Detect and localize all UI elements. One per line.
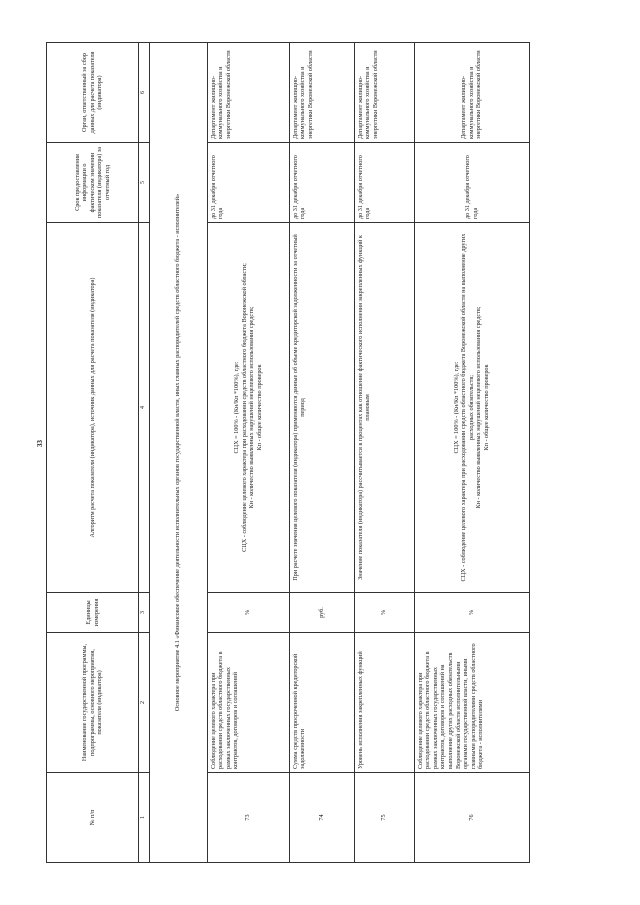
header-name: Наименование государственной программы, подпрограммы, основного мероприятия, показателя (индикатора) [47, 633, 139, 773]
algorithm-line: Кп - общее количество проверок [255, 364, 263, 451]
algorithm-cell [414, 223, 529, 593]
algorithm-line: СЦХ - соблюдение целевого характера при расходовании средств областного бюджета Воронежской области на выполнение других расходных обязательств; [460, 233, 475, 582]
indicator-name: Сумма средств просроченной кредиторской задолженности [289, 633, 354, 773]
unit-cell: руб. [289, 593, 354, 633]
header-unit: Единицы измерения [47, 593, 139, 633]
table-row [289, 43, 354, 863]
algorithm-line: Кн - количество выявленных нарушений нецелевого использования средств; [475, 306, 483, 509]
section-title: Основное мероприятие 4.1 «Финансовое обеспечение деятельности исполнительных органов государственной власти, иных главных распорядителей средств областного бюджета - исполнителей» [149, 43, 207, 863]
header-responsible: Орган, ответственный за сбор данных для расчета показателя (индикатора) [47, 43, 139, 143]
page-number: 33 [36, 440, 44, 447]
table-row [414, 43, 529, 863]
column-number: 6 [139, 43, 150, 143]
row-number: 73 [207, 773, 289, 863]
algorithm-formula: СЦХ = 100% - (Кн/Кп *100%), где: [452, 361, 460, 454]
algorithm-line: Кп - общее количество проверок [482, 364, 490, 451]
algorithm-line: СЦХ - соблюдение целевого характера при расходовании средств областного бюджета Воронежской области; [240, 263, 248, 552]
header-row [47, 43, 139, 863]
deadline-cell: до 31 декабря отчетного года [354, 143, 414, 223]
responsible-cell: Департамент жилищно-коммунального хозяйства и энергетики Воронежской области [289, 43, 354, 143]
indicator-name: Соблюдение целевого характера при расходовании средств областного бюджета в рамках заключенных государственных контрактов, договоров и соглашений на выполнение других расходных обязательств Воронежской области исполнительными органами государственной власти, иными главными распорядителями средств областного бюджета - исполнителями [414, 633, 529, 773]
algorithm-formula: СЦХ = 100% - (Кн/Кп *100%), где: [232, 361, 240, 454]
responsible-cell: Департамент жилищно-коммунального хозяйства и энергетики Воронежской области [207, 43, 289, 143]
algorithm-cell [354, 223, 414, 593]
column-number: 2 [139, 633, 150, 773]
indicator-table [46, 42, 530, 863]
unit-cell: % [207, 593, 289, 633]
column-number: 3 [139, 593, 150, 633]
header-algorithm: Алгоритм расчета показателя (индикатора), источник данных для расчета показателя (индикатора) [47, 223, 139, 593]
deadline-cell: до 31 декабря отчетного года [414, 143, 529, 223]
table-row [354, 43, 414, 863]
column-number: 1 [139, 773, 150, 863]
algorithm-line: Кн - количество выявленных нарушений нецелевого использования средств; [248, 306, 256, 509]
indicator-table-container [46, 43, 526, 863]
header-deadline: Срок предоставления информации о фактическом значении показателя (индикатора) за отчетный год [47, 143, 139, 223]
algorithm-cell [207, 223, 289, 593]
column-number-row [139, 43, 150, 863]
indicator-name: Соблюдение целевого характера при расходовании средств областного бюджета в рамках заключенных государственных контрактов, договоров и соглашений [207, 633, 289, 773]
responsible-cell: Департамент жилищно-коммунального хозяйства и энергетики Воронежской области [414, 43, 529, 143]
table-row [207, 43, 289, 863]
section-row [149, 43, 207, 863]
column-number: 4 [139, 223, 150, 593]
deadline-cell: до 31 декабря отчетного года [289, 143, 354, 223]
deadline-cell: до 31 декабря отчетного года [207, 143, 289, 223]
row-number: 75 [354, 773, 414, 863]
algorithm-cell [289, 223, 354, 593]
row-number: 76 [414, 773, 529, 863]
row-number: 74 [289, 773, 354, 863]
column-number: 5 [139, 143, 150, 223]
unit-cell: % [414, 593, 529, 633]
algorithm-text: При расчете значения целевого показателя (индикатора) применяются данные об объеме кредиторской задолженности за отчетный период [291, 234, 307, 581]
unit-cell: % [354, 593, 414, 633]
algorithm-text: Значение показателя (индикатора) рассчитывается в процентах как отношение фактического исполнения закрепленных функций к плановым [356, 235, 372, 580]
indicator-name: Уровень исполнения закрепленных функций [354, 633, 414, 773]
header-number: № п/п [47, 773, 139, 863]
responsible-cell: Департамент жилищно-коммунального хозяйства и энергетики Воронежской области [354, 43, 414, 143]
